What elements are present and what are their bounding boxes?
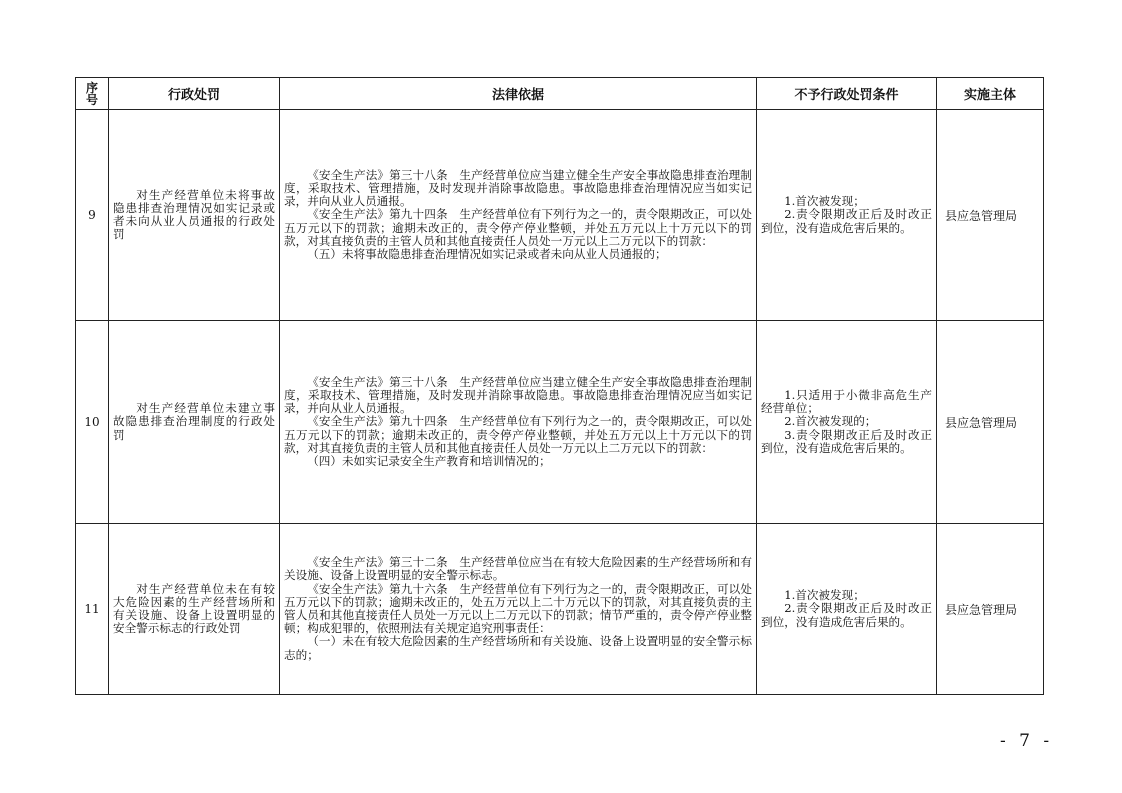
- subject-cell: 县应急管理局: [937, 321, 1044, 524]
- condition-item: 2.责令限期改正后及时改正到位，没有造成危害后果的。: [761, 207, 932, 235]
- basis-cell: [280, 524, 757, 695]
- basis-paragraph: 《安全生产法》第三十八条 生产经营单位应当建立健全生产安全事故隐患排查治理制度，采取技术、管理措施，及时发现并消除事故隐患。事故隐患排查治理情况应当如实记录，并向从业人员通报。: [284, 374, 752, 416]
- basis-cell: [280, 110, 757, 321]
- condition-item: 2.首次被发现的；: [784, 414, 877, 429]
- penalty-cell: [109, 110, 280, 321]
- table-row: [76, 110, 1044, 321]
- penalty-text: 对生产经营单位未建立事故隐患排查治理制度的行政处罚: [113, 401, 275, 442]
- condition-item: 2.责令限期改正后及时改正到位，没有造成危害后果的。: [761, 601, 932, 629]
- table-row: [76, 524, 1044, 695]
- basis-paragraph: （五）未将事故隐患排查治理情况如实记录或者未向从业人员通报的；: [307, 247, 667, 261]
- row-seq: 11: [76, 524, 109, 695]
- condition-item: 1.首次被发现；: [784, 588, 865, 603]
- basis-paragraph: 《安全生产法》第九十六条 生产经营单位有下列行为之一的，责令限期改正，可以处五万元以下的罚款；逾期未改正的，处五万元以上二十万元以下的罚款，对其直接负责的主管人员和其他直接责任人员处一万元以上二万元以下的罚款；情节严重的，责令停产停业整顿；构成犯罪的，依照刑法有关规定追究刑事责任：: [284, 581, 752, 636]
- basis-paragraph: 《安全生产法》第三十二条 生产经营单位应当在有较大危险因素的生产经营场所和有关设施、设备上设置明显的安全警示标志。: [284, 555, 752, 583]
- row-seq: 9: [76, 110, 109, 321]
- header-exempt-conditions: 不予行政处罚条件: [757, 78, 937, 110]
- basis-paragraph: （四）未如实记录安全生产教育和培训情况的；: [307, 454, 551, 468]
- page-number: - 7 -: [1000, 731, 1054, 751]
- penalty-cell: [109, 321, 280, 524]
- penalty-text: 对生产经营单位未将事故隐患排查治理情况如实记录或者未向从业人员通报的行政处罚: [113, 187, 275, 242]
- basis-paragraph: 《安全生产法》第九十四条 生产经营单位有下列行为之一的，责令限期改正，可以处五万元以下的罚款；逾期未改正的，责令停产停业整顿，并处五万元以上十万元以下的罚款，对其直接负责的主管人员和其他直接责任人员处一万元以上二万元以下的罚款：: [284, 207, 752, 248]
- header-penalty: 行政处罚: [109, 78, 280, 110]
- condition-item: 1.首次被发现；: [784, 194, 865, 209]
- penalty-cell: [109, 524, 280, 695]
- conditions-cell: [757, 110, 937, 321]
- penalty-text: 对生产经营单位未在有较大危险因素的生产经营场所和有关设施、设备上设置明显的安全警示标志的行政处罚: [113, 581, 275, 636]
- conditions-cell: [757, 524, 937, 695]
- table-header-row: [76, 78, 1044, 110]
- condition-item: 3.责令限期改正后及时改正到位，没有造成危害后果的。: [761, 427, 932, 455]
- header-basis: 法律依据: [280, 78, 757, 110]
- basis-paragraph: （一）未在有较大危险因素的生产经营场所和有关设施、设备上设置明显的安全警示标志的；: [284, 634, 752, 662]
- table-row: [76, 321, 1044, 524]
- conditions-cell: [757, 321, 937, 524]
- subject-cell: 县应急管理局: [937, 110, 1044, 321]
- basis-cell: [280, 321, 757, 524]
- subject-cell: 县应急管理局: [937, 524, 1044, 695]
- header-subject: 实施主体: [937, 78, 1044, 110]
- condition-item: 1.只适用于小微非高危生产经营单位；: [761, 387, 932, 416]
- header-seq: 序号: [76, 78, 109, 110]
- penalty-table: [75, 77, 1044, 695]
- basis-paragraph: 《安全生产法》第三十八条 生产经营单位应当建立健全生产安全事故隐患排查治理制度，采取技术、管理措施，及时发现并消除事故隐患。事故隐患排查治理情况应当如实记录，并向从业人员通报。: [284, 167, 752, 209]
- row-seq: 10: [76, 321, 109, 524]
- basis-paragraph: 《安全生产法》第九十四条 生产经营单位有下列行为之一的，责令限期改正，可以处五万元以下的罚款；逾期未改正的，责令停产停业整顿，并处五万元以上十万元以下的罚款，对其直接负责的主管人员和其他直接责任人员处一万元以上二万元以下的罚款：: [284, 414, 752, 455]
